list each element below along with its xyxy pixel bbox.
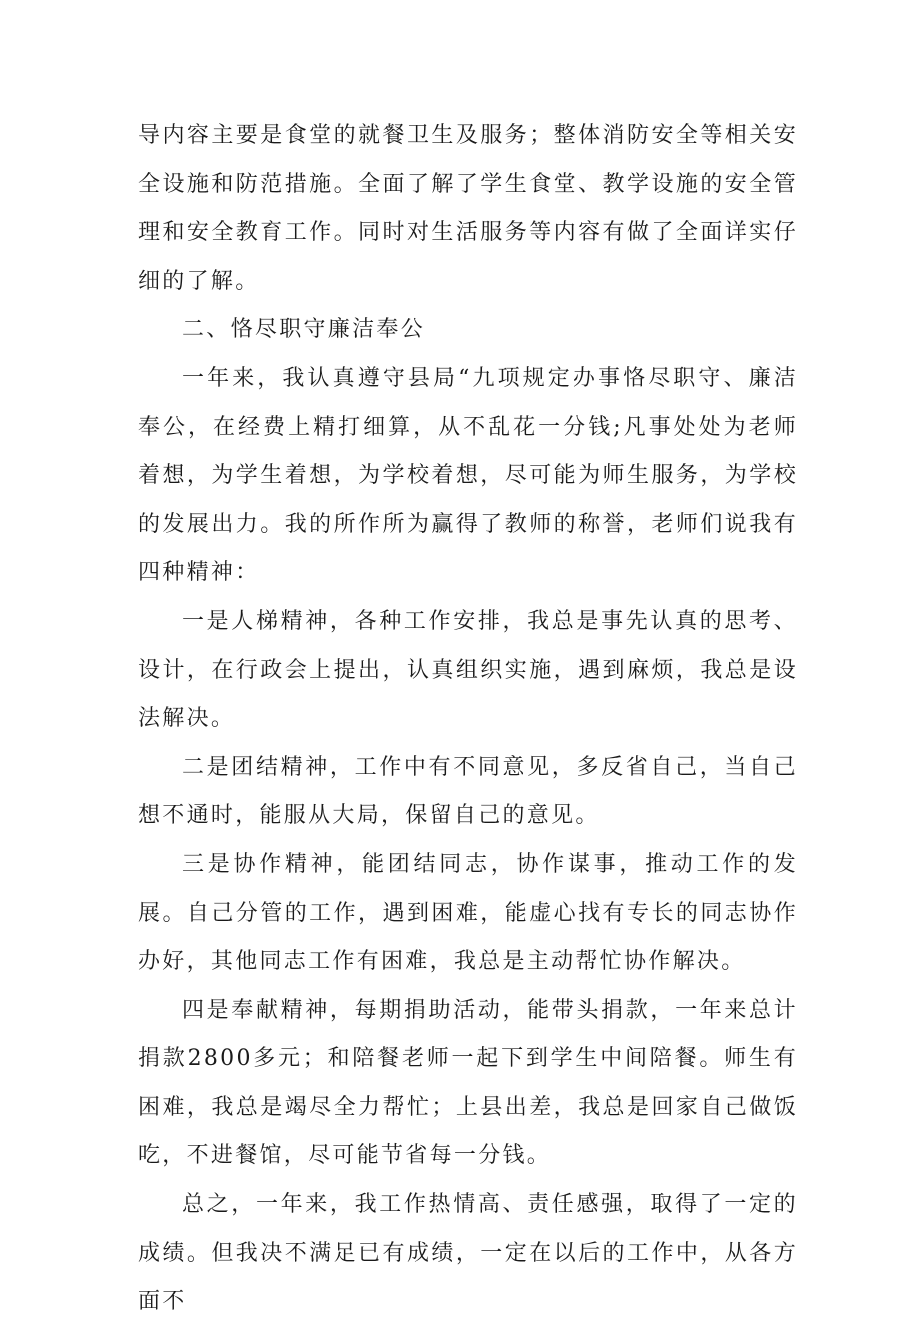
paragraph-summary: 总之，一年来，我工作热情高、责任感强，取得了一定的成绩。但我决不满足已有成绩，一定在以后的工作中，从各方面不	[138, 1192, 798, 1315]
paragraph-overview: 一年来，我认真遵守县局“九项规定办事恪尽职守、廉洁奉公，在经费上精打细算，从不乱花一分钱;凡事处处为老师着想，为学生着想，为学校着想，尽可能为师生服务，为学校的发展出力。我的所作所为赢得了教师的称誉，老师们说我有四种精神：	[138, 365, 798, 586]
paragraph-spirit-three: 三是协作精神，能团结同志，协作谋事，推动工作的发展。自己分管的工作，遇到困难，能虚心找有专长的同志协作办好，其他同志工作有困难，我总是主动帮忙协作解决。	[138, 851, 798, 975]
paragraph-continuation: 导内容主要是食堂的就餐卫生及服务；整体消防安全等相关安全设施和防范措施。全面了解了学生食堂、教学设施的安全管理和安全教育工作。同时对生活服务等内容有做了全面详实仔细的了解。	[138, 123, 798, 294]
document-body	[138, 112, 798, 1327]
paragraph-spirit-two: 二是团结精神，工作中有不同意见，多反省自己，当自己想不通时，能服从大局，保留自己的意见。	[138, 754, 798, 829]
paragraph-spirit-one: 一是人梯精神，各种工作安排，我总是事先认真的思考、设计，在行政会上提出，认真组织实施，遇到麻烦，我总是设法解决。	[138, 608, 798, 732]
paragraph-spirit-four: 四是奉献精神，每期捐助活动，能带头捐款，一年来总计捐款2800多元；和陪餐老师一起下到学生中间陪餐。师生有困难，我总是竭尽全力帮忙；上县出差，我总是回家自己做饭吃，不进餐馆，尽可能节省每一分钱。	[138, 997, 798, 1169]
section-heading: 二、恪尽职守廉洁奉公	[182, 317, 426, 343]
